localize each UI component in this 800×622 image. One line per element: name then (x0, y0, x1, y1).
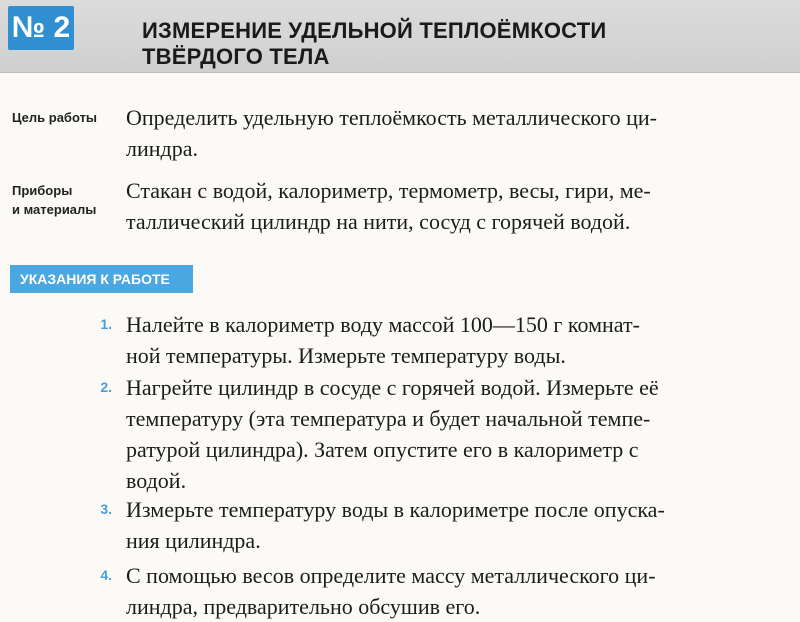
equipment-text (126, 175, 776, 237)
page-title (142, 18, 606, 70)
title-line: ТВЁРДОГО ТЕЛА (142, 44, 330, 69)
text-line: Стакан с водой, калориметр, термометр, весы, гири, ме- (126, 178, 651, 203)
section-heading: УКАЗАНИЯ К РАБОТЕ (10, 265, 193, 293)
step-text: С помощью весов определите массу металлического ци- линдра, предварительно обсушив его. (126, 563, 656, 619)
step-text: Нагрейте цилиндр в сосуде с горячей водой. Измерьте её температуру (эта температура и будет начальной темпе- ратурой цилиндра). Затем опустите его в калориметр с водой. (126, 375, 659, 493)
step-number: 3. (100, 501, 112, 517)
text-line: Определить удельную теплоёмкость металлического ци- (126, 105, 657, 130)
step-number: 2. (100, 379, 112, 395)
step-text: Налейте в калориметр воду массой 100—150 г комнат- ной температуры. Измерьте температуру воды. (126, 312, 640, 368)
text-line: таллический цилиндр на нити, сосуд с горячей водой. (126, 209, 631, 234)
title-line: ИЗМЕРЕНИЕ УДЕЛЬНОЙ ТЕПЛОЁМКОСТИ (142, 18, 607, 43)
goal-text (126, 102, 776, 164)
text-line: линдра. (126, 136, 198, 161)
step-text: Измерьте температуру воды в калориметре после опуска- ния цилиндра. (126, 497, 665, 553)
equipment-label: Приборы и материалы (12, 183, 97, 217)
step-number: 1. (100, 316, 112, 332)
step-number: 4. (100, 567, 112, 583)
page-header (0, 0, 800, 73)
goal-label: Цель работы (12, 110, 98, 125)
work-number-badge: № 2 (8, 6, 74, 50)
